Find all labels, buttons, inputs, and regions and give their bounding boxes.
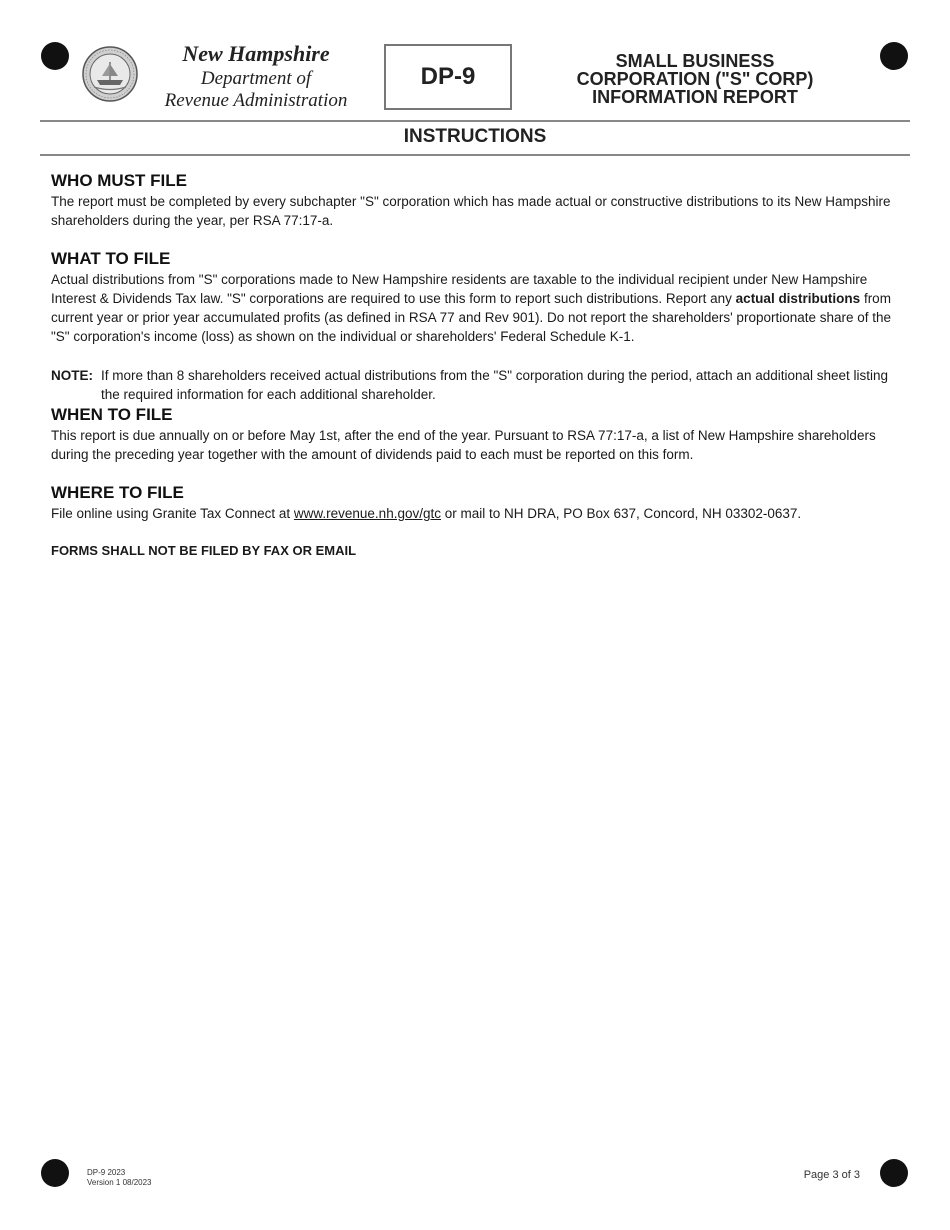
section-heading: WHEN TO FILE bbox=[51, 405, 173, 424]
form-number-box bbox=[384, 44, 512, 110]
section-heading: WHO MUST FILE bbox=[51, 171, 187, 190]
body-text: Actual distributions from "S" corporations made to New Hampshire residents are taxable to the individual recipient under New Hampshire Interest & Dividends Tax law. "S" corporations are required to use this form to report such distributions. Report any bbox=[51, 272, 868, 306]
header-rule-top bbox=[40, 120, 910, 122]
department-line-1: Department of bbox=[200, 68, 312, 89]
form-title-line-3: INFORMATION REPORT bbox=[592, 87, 798, 107]
instructions-heading: INSTRUCTIONS bbox=[403, 126, 547, 147]
section-body: This report is due annually on or before May 1st, after the end of the year. Pursuant to RSA 77:17-a, a list of New Hampshire shareholders during the preceding year together with the amount of dividends paid to each must be reported on this form. bbox=[51, 428, 876, 462]
registration-mark-bottom-left bbox=[41, 1159, 69, 1187]
form-title-line-2: CORPORATION ("S" CORP) bbox=[576, 69, 814, 89]
form-title-line-1: SMALL BUSINESS bbox=[615, 51, 775, 71]
gtc-link[interactable]: www.revenue.nh.gov/gtc bbox=[293, 506, 441, 521]
section-body bbox=[51, 504, 896, 523]
page-number: Page 3 of 3 bbox=[803, 1169, 860, 1181]
body-bold-text: actual distributions bbox=[735, 291, 861, 306]
state-seal-icon bbox=[82, 46, 138, 102]
body-text: or mail to NH DRA, PO Box 637, Concord, NH 03302-0637. bbox=[440, 506, 802, 521]
registration-mark-top-right bbox=[880, 42, 908, 70]
department-line-2: Revenue Administration bbox=[164, 90, 348, 111]
section-where-to-file bbox=[51, 482, 896, 523]
form-title bbox=[540, 52, 850, 106]
body-text: File online using Granite Tax Connect at bbox=[51, 506, 294, 521]
section-what-to-file bbox=[51, 248, 896, 346]
footer-form-year: DP-9 2023 bbox=[87, 1168, 126, 1177]
note-label: NOTE: bbox=[51, 368, 93, 383]
section-when-to-file bbox=[51, 404, 896, 464]
section-heading: WHAT TO FILE bbox=[51, 249, 171, 268]
body-text: from current year or prior year accumulated profits (as defined in RSA 77 and Rev 901). Do not report the shareholders' proportionate share of the "S" corporation's income (loss) as shown on the individual or shareholders' Federal Schedule K-1. bbox=[51, 291, 892, 344]
section-body: The report must be completed by every subchapter "S" corporation which has made actual or constructive distributions to its New Hampshire shareholders during the year, per RSA 77:17-a. bbox=[51, 194, 891, 228]
registration-mark-bottom-right bbox=[880, 1159, 908, 1187]
agency-name bbox=[140, 40, 372, 112]
section-body bbox=[51, 270, 896, 346]
state-name: New Hampshire bbox=[182, 41, 330, 66]
footer-version-date: Version 1 08/2023 bbox=[87, 1178, 152, 1187]
instructions-content bbox=[51, 170, 896, 558]
note bbox=[51, 366, 896, 404]
section-heading: WHERE TO FILE bbox=[51, 483, 184, 502]
note-body: If more than 8 shareholders received actual distributions from the "S" corporation during the period, attach an additional sheet listing the required information for each additional shareholder. bbox=[101, 368, 889, 402]
section-who-must-file bbox=[51, 170, 896, 230]
registration-mark-top-left bbox=[41, 42, 69, 70]
footer-version bbox=[87, 1168, 152, 1188]
form-number: DP-9 bbox=[420, 63, 476, 90]
forms-filing-note: FORMS SHALL NOT BE FILED BY FAX OR EMAIL bbox=[51, 543, 357, 558]
header-rule-bottom bbox=[40, 154, 910, 156]
